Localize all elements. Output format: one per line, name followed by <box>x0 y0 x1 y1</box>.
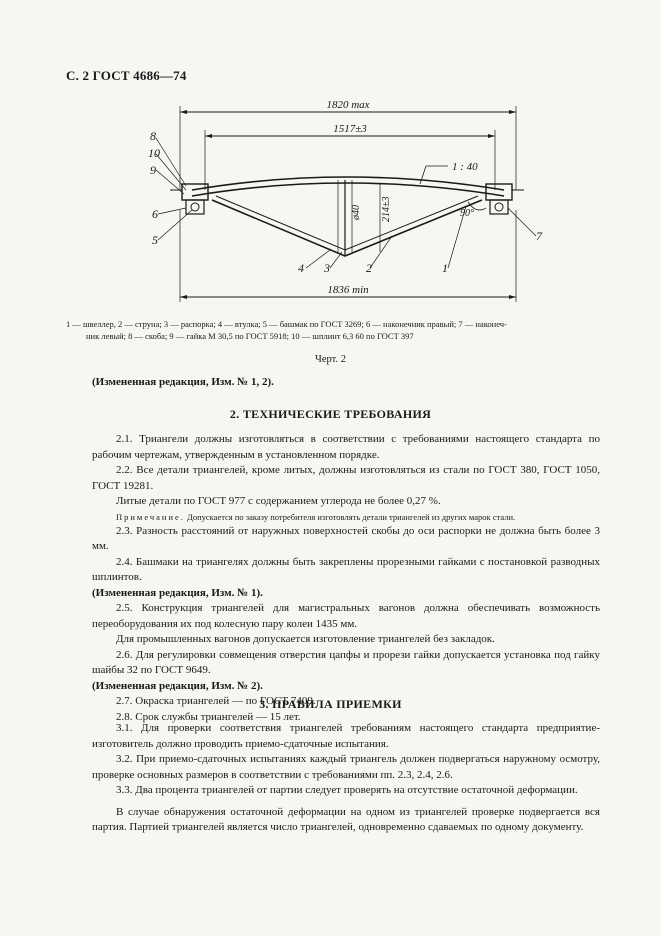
dim-overall-max: 1820 max <box>326 99 370 111</box>
legend-line-1: 1 — швеллер, 2 — струна; 3 — распорка; 4 — втулка; 5 — башмак по ГОСТ 3269; 6 — наконечник правый; 7 — наконеч- <box>66 319 507 329</box>
left-shoe <box>182 184 208 200</box>
para-2-2-cast: Литые детали по ГОСТ 977 с содержанием углерода не более 0,27 %. <box>116 495 441 507</box>
revision-note-2: (Измененная редакция, Изм. № 1). <box>92 586 263 599</box>
callout-9: 9 <box>150 163 156 177</box>
section-3-body <box>92 721 600 836</box>
revision-note: (Измененная редакция, Изм. № 1, 2). <box>92 376 274 388</box>
para-3-2: 3.2. При приемо-сдаточных испытаниях каждый триангель должен подвергаться наружному осмотру, проверке основных размеров в соответствии с требованиями пп. 2.3, 2.4, 2.6. <box>92 753 600 781</box>
para-2-2: 2.2. Все детали триангелей, кроме литых, должны изготовляться из стали по ГОСТ 380, ГОСТ 1050, ГОСТ 19281. <box>92 464 600 492</box>
callout-3: 3 <box>324 261 330 275</box>
para-2-6: 2.6. Для регулировки совмещения отверстия цапфы и прорези гайки допускается установка под гайку шайбы 32 по ГОСТ 9649. <box>92 648 600 676</box>
dim-overall-min: 1836 min <box>327 284 369 296</box>
callout-1: 1 <box>442 261 448 275</box>
callout-6: 6 <box>152 207 158 221</box>
figure-caption: Черт. 2 <box>315 354 346 365</box>
section-2-body <box>92 432 600 725</box>
para-2-5: 2.5. Конструкция триангелей для магистральных вагонов должна обеспечивать возможность переоборудования их под колесную пару колеи 1435 мм. <box>92 602 600 630</box>
callout-5: 5 <box>152 233 158 247</box>
legend-line-2: ник левый; 8 — скоба; 9 — гайка М 30,5 по ГОСТ 5918; 10 — шплинт 6,3 60 по ГОСТ 397 <box>86 331 414 341</box>
para-2-1: 2.1. Триангели должны изготовляться в соответствии с требованиями настоящего стандарта по рабочим чертежам, утвержденным в установленном порядке. <box>92 433 600 461</box>
callout-4: 4 <box>298 261 304 275</box>
page-header: С. 2 ГОСТ 4686—74 <box>66 68 187 83</box>
revision-note-3: (Измененная редакция, Изм. № 2). <box>92 679 263 692</box>
callout-7: 7 <box>536 229 542 243</box>
note-text: Допускается по заказу потребителя изготовлять детали триангелей из других марок стали. <box>187 511 516 522</box>
dim-span: 1517±3 <box>333 123 367 135</box>
note-label: Примечание. <box>116 511 185 522</box>
callout-10: 10 <box>148 146 160 160</box>
dim-slope: 1 : 40 <box>452 161 478 173</box>
dim-rod-dia: ø40 <box>351 205 362 220</box>
dim-height: 214±3 <box>381 196 392 222</box>
string-rod <box>212 200 482 256</box>
callout-8: 8 <box>150 129 156 143</box>
para-2-5-industrial: Для промышленных вагонов допускается изготовление триангелей без закладок. <box>116 633 495 645</box>
para-3-3-batch: В случае обнаружения остаточной деформации на одном из триангелей проверке подвергается вся партия. Партией триангелей является число триангелей, одновременно сдаваемых по одному документу. <box>92 805 600 833</box>
drawing-legend <box>66 318 594 342</box>
section-2-title: 2. ТЕХНИЧЕСКИЕ ТРЕБОВАНИЯ <box>229 407 432 421</box>
para-2-8: 2.8. Срок службы триангелей — 15 лет. <box>116 710 301 723</box>
right-shoe <box>486 184 512 200</box>
dim-angle: 90° <box>460 208 474 219</box>
para-3-3: 3.3. Два процента триангелей от партии следует проверять на отсутствие остаточной деформации. <box>116 784 578 796</box>
para-2-7: 2.7. Окраска триангелей — по ГОСТ 7409. <box>116 695 316 707</box>
para-2-4: 2.4. Башмаки на триангелях должны быть закреплены прорезными гайками с постановкой разводных шплинтов. <box>92 555 600 583</box>
para-3-1: 3.1. Для проверки соответствия триангелей требованиям настоящего стандарта предприятие-изготовитель должно проводить приемо-сдаточные испытания. <box>92 722 600 750</box>
triangle-drawing <box>130 90 550 312</box>
section-3-title: 3. ПРАВИЛА ПРИЕМКИ <box>259 697 402 711</box>
para-2-3: 2.3. Разность расстояний от наружных поверхностей скобы до оси распорки не должна быть более 3 мм. <box>92 524 600 552</box>
note <box>92 510 600 524</box>
callout-2: 2 <box>366 261 372 275</box>
